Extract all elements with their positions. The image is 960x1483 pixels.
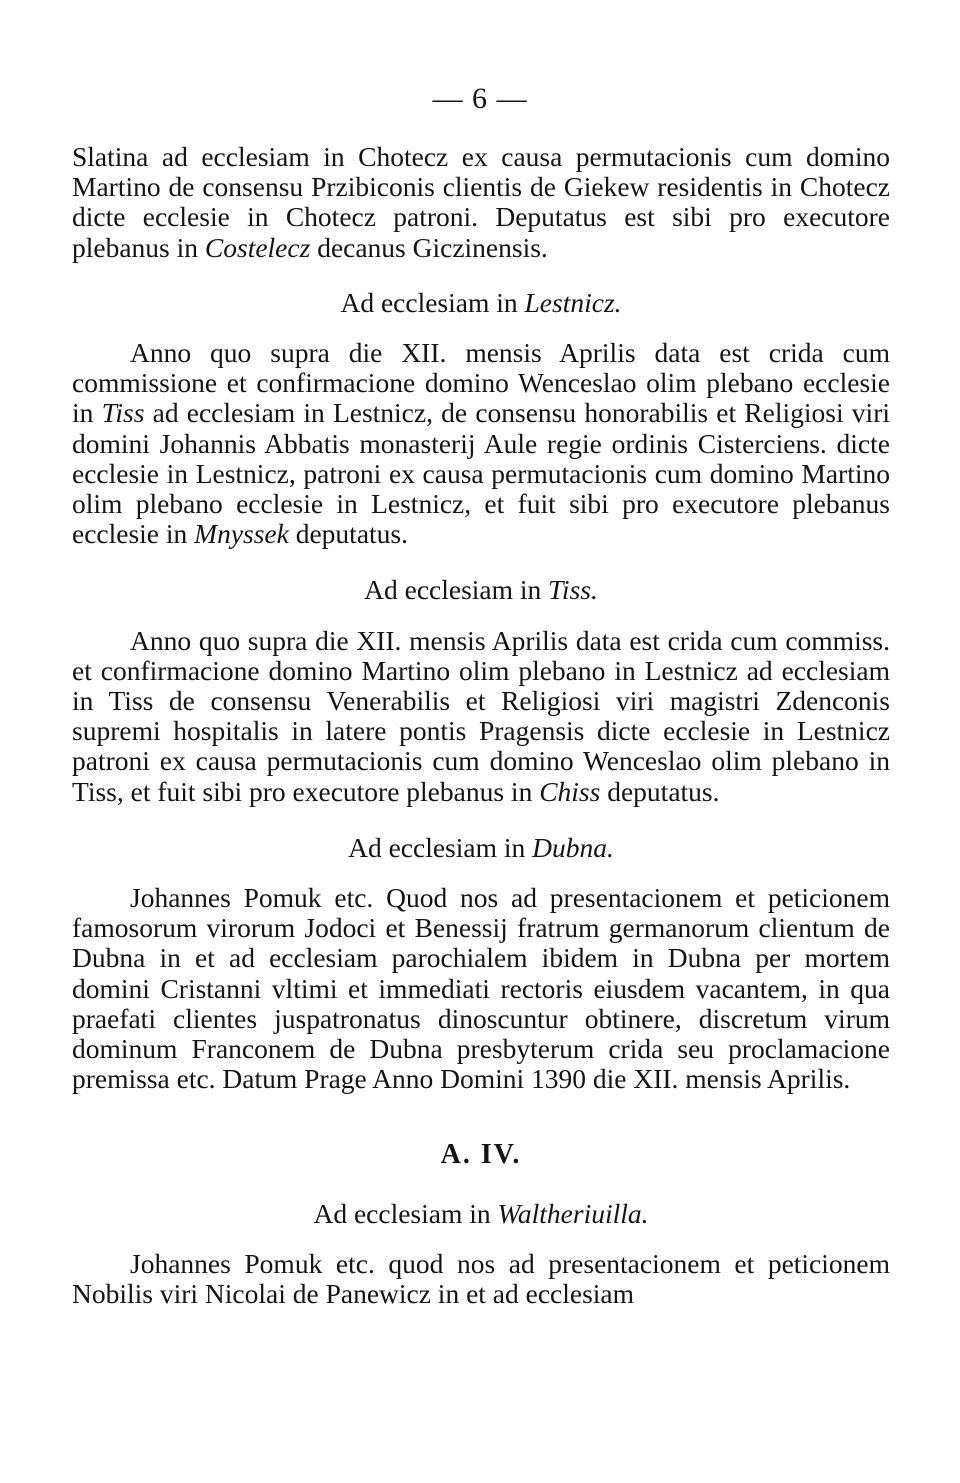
paragraph-text: ad ecclesiam in Lestnicz, de consensu honorabilis et Religiosi viri domini Johannis Abbatis monasterij Aule regie ordinis Cisterciens. dicte ecclesie in Lestnicz, patroni ex causa permutacionis cum domino Martino olim plebano ecclesie in Lestnicz, et fuit sibi pro executore plebanus ecclesie in (72, 397, 890, 550)
paragraph-text: Anno quo supra die XII. mensis Aprilis data est crida cum commissione et confirmacione domino Wenceslao olim plebano ecclesie in (72, 337, 890, 429)
heading-text: Ad ecclesiam in (348, 831, 533, 863)
paragraph-text: Anno quo supra die XII. mensis Aprilis data est crida cum commiss. et confirmacione domino Martino olim plebano in Lestnicz ad ecclesiam in Tiss de consensu Venerabilis et Religiosi viri magistri Zdenconis supremi hospitalis in latere pontis Pragensis dicte ecclesie in Lestnicz patroni ex causa permutacionis cum domino Wenceslao olim plebano in Tiss, et fuit sibi pro executore plebanus in (72, 624, 890, 807)
heading-text: Ad ecclesiam in (340, 286, 525, 318)
heading-dubna (72, 833, 890, 863)
heading-tiss (72, 575, 890, 605)
place-name-italic: Costelecz (204, 231, 311, 263)
heading-lestnicz (72, 288, 890, 318)
heading-place: Lestnicz. (524, 286, 622, 318)
place-name-italic: Tiss (101, 397, 145, 429)
section-label: A. IV. (440, 1139, 522, 1171)
document-body (72, 142, 890, 1309)
page-number: — 6 — (432, 82, 528, 115)
heading-place: Dubna. (532, 831, 614, 863)
paragraph-dubna: Johannes Pomuk etc. Quod nos ad presentacionem et peticionem famosorum virorum Jodoci et Benessij fratrum germanorum clientum de Dubna in et ad ecclesiam parochialem ibidem in Dubna per mortem domini Cristanni vltimi et immediati rectoris eiusdem vacantem, in qua praefati clientes juspatronatus dinoscuntur obtinere, discretum virum dominum Franconem de Dubna presbyterum crida seu proclamacione premissa etc. Datum Prage Anno Domini 1390 die XII. mensis Aprilis. (72, 882, 890, 1095)
paragraph-tiss (72, 626, 890, 807)
heading-text: Ad ecclesiam in (313, 1197, 498, 1229)
paragraph-slatina (72, 142, 890, 263)
paragraph-waltheriuilla: Johannes Pomuk etc. quod nos ad presentacionem et peticionem Nobilis viri Nicolai de Panewicz in et ad ecclesiam (72, 1247, 890, 1310)
paragraph-text: Slatina ad ecclesiam in Chotecz ex causa permutacionis cum domino Martino de consensu Przibiconis clientis de Giekew residentis in Chotecz dicte ecclesie in Chotecz patroni. Deputatus est sibi pro executore plebanus in (72, 141, 890, 263)
paragraph-text: deputatus. (288, 518, 408, 550)
place-name-italic: Chiss (539, 775, 601, 807)
heading-place: Tiss. (548, 574, 598, 606)
heading-waltheriuilla (72, 1199, 890, 1229)
place-name-italic: Mnyssek (194, 518, 289, 550)
paragraph-text: decanus Giczinensis. (310, 231, 548, 263)
paragraph-lestnicz (72, 338, 890, 549)
heading-place: Waltheriuilla. (497, 1197, 649, 1229)
paragraph-text: deputatus. (600, 775, 720, 807)
heading-text: Ad ecclesiam in (364, 574, 549, 606)
